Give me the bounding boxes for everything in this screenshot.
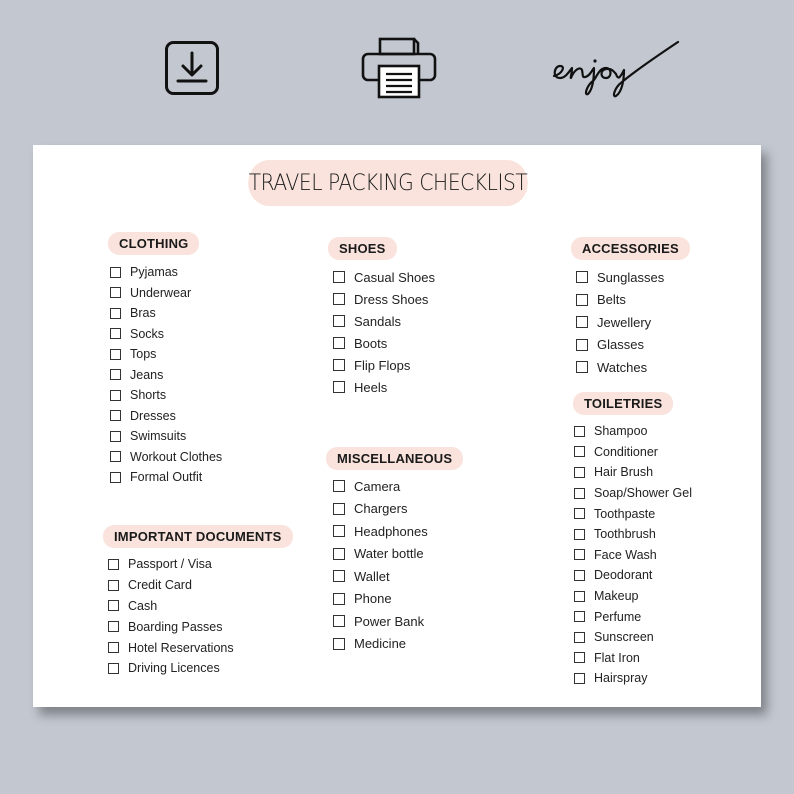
checklist-item-label: Swimsuits <box>130 429 187 444</box>
checklist-item-label: Boots <box>354 335 388 351</box>
checkbox[interactable] <box>576 339 588 351</box>
checklist-item-label: Phone <box>354 591 392 607</box>
checklist-item <box>333 376 435 398</box>
section-important-documents <box>103 525 293 679</box>
section-heading: IMPORTANT DOCUMENTS <box>103 525 293 548</box>
checkbox[interactable] <box>110 349 121 360</box>
item-list <box>108 554 293 679</box>
checkbox[interactable] <box>574 673 585 684</box>
checkbox[interactable] <box>333 615 345 627</box>
checklist-item-label: Wallet <box>354 568 390 584</box>
checklist-item-label: Shampoo <box>594 424 648 439</box>
section-miscellaneous <box>326 447 463 655</box>
checkbox[interactable] <box>333 359 345 371</box>
download-icon[interactable] <box>164 40 220 96</box>
checklist-item-label: Hair Brush <box>594 465 654 480</box>
checklist-item <box>333 354 435 376</box>
checkbox[interactable] <box>333 271 345 283</box>
checklist-item-label: Jewellery <box>597 314 652 330</box>
checklist-item <box>333 498 463 521</box>
section-accessories <box>571 237 690 379</box>
checklist-item <box>576 356 690 379</box>
checklist-item-label: Pyjamas <box>130 265 178 280</box>
checklist-item-label: Perfume <box>594 609 642 624</box>
checklist-item <box>574 627 692 648</box>
checklist-item <box>108 554 293 575</box>
checkbox[interactable] <box>110 267 121 278</box>
checkbox[interactable] <box>108 663 119 674</box>
item-list <box>574 421 692 689</box>
checklist-item <box>574 586 692 607</box>
checklist-item <box>108 658 293 679</box>
checklist-item-label: Hotel Reservations <box>128 640 234 655</box>
checklist-item-label: Heels <box>354 379 388 395</box>
checkbox[interactable] <box>574 446 585 457</box>
checklist-item <box>110 467 222 488</box>
checkbox[interactable] <box>108 621 119 632</box>
checkbox[interactable] <box>333 593 345 605</box>
section-clothing <box>108 232 222 488</box>
checklist-item <box>333 475 463 498</box>
checklist-item <box>576 334 690 357</box>
checklist-item-label: Toothpaste <box>594 506 656 521</box>
checkbox[interactable] <box>576 294 588 306</box>
checklist-item-label: Face Wash <box>594 547 657 562</box>
section-shoes <box>328 237 435 398</box>
checkbox[interactable] <box>574 591 585 602</box>
checkbox[interactable] <box>110 472 121 483</box>
checklist-item <box>333 588 463 611</box>
checklist-item-label: Sunscreen <box>594 630 654 645</box>
item-list <box>333 475 463 655</box>
section-heading: CLOTHING <box>108 232 199 255</box>
checklist-item-label: Flip Flops <box>354 357 411 373</box>
icon-bar <box>0 0 794 130</box>
checkbox[interactable] <box>333 337 345 349</box>
checkbox[interactable] <box>110 390 121 401</box>
checkbox[interactable] <box>110 287 121 298</box>
checkbox[interactable] <box>108 642 119 653</box>
checklist-item-label: Credit Card <box>128 578 192 593</box>
checklist-title: TRAVEL PACKING CHECKLIST <box>248 160 528 206</box>
checklist-item <box>574 668 692 689</box>
checklist-item-label: Headphones <box>354 523 428 539</box>
checkbox[interactable] <box>574 529 585 540</box>
checkbox[interactable] <box>333 548 345 560</box>
checklist-item-label: Toothbrush <box>594 527 656 542</box>
checkbox[interactable] <box>333 315 345 327</box>
checkbox[interactable] <box>574 467 585 478</box>
checklist-item <box>576 266 690 289</box>
checklist-item-label: Dress Shoes <box>354 291 429 307</box>
checkbox[interactable] <box>110 431 121 442</box>
checklist-item-label: Workout Clothes <box>130 449 223 464</box>
checklist-item <box>110 262 222 283</box>
checklist-item-label: Driving Licences <box>128 661 220 676</box>
checklist-item <box>110 344 222 365</box>
checklist-item <box>574 524 692 545</box>
checkbox[interactable] <box>333 293 345 305</box>
checklist-item-label: Sandals <box>354 313 401 329</box>
checklist-item <box>576 289 690 312</box>
checklist-item-label: Underwear <box>130 285 192 300</box>
checklist-item <box>333 543 463 566</box>
checklist-item-label: Camera <box>354 478 401 494</box>
checklist-item-label: Bras <box>130 306 156 321</box>
checklist-item <box>574 442 692 463</box>
checklist-item <box>333 266 435 288</box>
checklist-item-label: Deodorant <box>594 568 653 583</box>
checklist-item <box>333 288 435 310</box>
checklist-item-label: Cash <box>128 598 158 613</box>
checkbox[interactable] <box>333 480 345 492</box>
checklist-item <box>110 365 222 386</box>
checklist-item <box>333 332 435 354</box>
checklist-sheet <box>33 145 761 707</box>
checklist-item-label: Casual Shoes <box>354 269 435 285</box>
checkbox[interactable] <box>574 549 585 560</box>
checkbox[interactable] <box>110 451 121 462</box>
checklist-item-label: Watches <box>597 359 648 375</box>
checklist-item-label: Hairspray <box>594 671 648 686</box>
checklist-item-label: Dresses <box>130 408 176 423</box>
checkbox[interactable] <box>574 652 585 663</box>
checklist-item-label: Passport / Visa <box>128 557 212 572</box>
checklist-item <box>110 426 222 447</box>
checklist-item <box>110 406 222 427</box>
checklist-item-label: Glasses <box>597 337 644 353</box>
checklist-item <box>110 303 222 324</box>
section-heading: MISCELLANEOUS <box>326 447 463 470</box>
checkbox[interactable] <box>110 308 121 319</box>
checkbox[interactable] <box>333 381 345 393</box>
checkbox[interactable] <box>574 488 585 499</box>
checklist-item-label: Boarding Passes <box>128 619 223 634</box>
item-list <box>110 262 222 488</box>
checklist-item <box>574 545 692 566</box>
checklist-item-label: Water bottle <box>354 546 424 562</box>
checklist-item-label: Conditioner <box>594 444 658 459</box>
checklist-item <box>110 447 222 468</box>
checklist-item-label: Flat Iron <box>594 650 640 665</box>
item-list <box>576 266 690 379</box>
checklist-item <box>333 610 463 633</box>
checklist-item-label: Jeans <box>130 367 164 382</box>
checkbox[interactable] <box>333 525 345 537</box>
section-heading: SHOES <box>328 237 397 260</box>
checklist-item <box>110 283 222 304</box>
checkbox[interactable] <box>333 638 345 650</box>
checkbox[interactable] <box>574 570 585 581</box>
checklist-item-label: Sunglasses <box>597 269 665 285</box>
checklist-item-label: Belts <box>597 292 626 308</box>
checkbox[interactable] <box>108 559 119 570</box>
checkbox[interactable] <box>110 410 121 421</box>
checkbox[interactable] <box>110 369 121 380</box>
checklist-item <box>110 385 222 406</box>
checklist-item-label: Formal Outfit <box>130 470 203 485</box>
checkbox[interactable] <box>333 570 345 582</box>
checklist-item-label: Shorts <box>130 388 167 403</box>
section-toiletries <box>573 392 692 689</box>
checkbox[interactable] <box>110 328 121 339</box>
checklist-item-label: Chargers <box>354 501 408 517</box>
checklist-item-label: Power Bank <box>354 613 425 629</box>
checklist-item-label: Medicine <box>354 636 407 652</box>
checklist-item <box>574 503 692 524</box>
checklist-item <box>108 616 293 637</box>
checklist-item <box>574 565 692 586</box>
checklist-item <box>108 575 293 596</box>
checklist-item <box>108 596 293 617</box>
printer-icon[interactable] <box>360 36 438 100</box>
checklist-item-label: Tops <box>130 347 157 362</box>
checklist-item <box>574 483 692 504</box>
checklist-item <box>110 324 222 345</box>
enjoy-script-logo <box>550 36 682 98</box>
checklist-item-label: Socks <box>130 326 165 341</box>
section-heading: ACCESSORIES <box>571 237 690 260</box>
item-list <box>333 266 435 398</box>
checkbox[interactable] <box>576 316 588 328</box>
section-heading: TOILETRIES <box>573 392 673 415</box>
checklist-item <box>574 421 692 442</box>
checklist-item <box>108 637 293 658</box>
checklist-item <box>576 311 690 334</box>
checklist-item-label: Soap/Shower Gel <box>594 486 692 501</box>
checkbox[interactable] <box>576 271 588 283</box>
checkbox[interactable] <box>574 508 585 519</box>
checklist-item <box>333 310 435 332</box>
checkbox[interactable] <box>574 426 585 437</box>
checklist-item <box>574 606 692 627</box>
checkbox[interactable] <box>574 632 585 643</box>
checklist-item <box>333 565 463 588</box>
checklist-item <box>574 648 692 669</box>
checkbox[interactable] <box>333 503 345 515</box>
checklist-item <box>574 462 692 483</box>
checklist-item <box>333 520 463 543</box>
checklist-item-label: Makeup <box>594 589 639 604</box>
checklist-item <box>333 633 463 656</box>
checkbox[interactable] <box>108 600 119 611</box>
checkbox[interactable] <box>576 361 588 373</box>
checkbox[interactable] <box>574 611 585 622</box>
checkbox[interactable] <box>108 580 119 591</box>
